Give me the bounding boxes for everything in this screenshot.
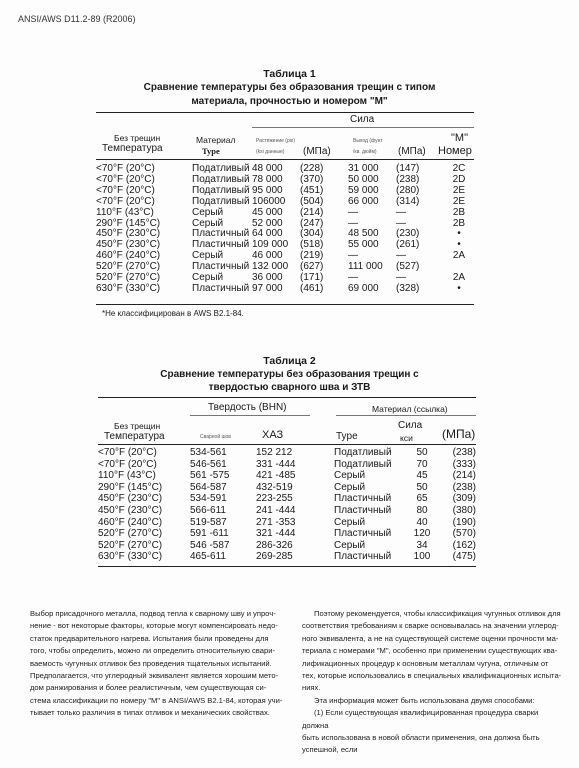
table1-col-temp-line1: Без трещин (114, 133, 161, 143)
table1-cell-yield-mpa: (328) (396, 282, 420, 294)
table2-cell-weld: 465-611 (190, 551, 226, 563)
table1-cell-temp: 460°F (240°C) (96, 250, 161, 262)
table1-cell-m-number: • (457, 239, 461, 251)
table2-cell-ksi: 50 (416, 481, 428, 493)
table1-cell-yield-mpa: — (396, 217, 406, 229)
table1-cell-tensile-mpa: (518) (300, 239, 324, 251)
table2-cell-temp: 290°F (145°C) (98, 481, 163, 493)
table2-cell-ksi: 50 (416, 447, 428, 458)
table1-col-material-line2: Type (202, 146, 220, 156)
table1-col-temp-line2: Температура (102, 143, 163, 154)
table1-col-mpa1: (МПа) (303, 146, 331, 157)
table2-material-rule (336, 415, 476, 416)
table2-cell-haz: 286-326 (256, 539, 293, 551)
table1-row (96, 208, 474, 219)
table2-cell-type: Пластичный (334, 551, 392, 563)
table1-col-yield-unit: /кв. дюйм) (353, 149, 377, 155)
table1-top-rule (96, 112, 474, 113)
table1-col-material-line1: Материал (196, 135, 236, 145)
table1-cell-tensile-mpa: (171) (300, 272, 324, 284)
table2-cell-haz: 331 -444 (256, 458, 296, 470)
table2-hardness-rule (190, 415, 310, 416)
table1-cell-material: Пластичный (192, 261, 250, 273)
table1-footnote: *Не классифицирован в AWS B2.1-84. (102, 309, 244, 318)
table2-group-material: Материал (ссылка) (372, 404, 448, 414)
body-left-line: нение - вот некоторые факторы, которые могут компенсировать недо- (30, 621, 278, 631)
table2-col-strength-line1: Сила (398, 420, 423, 431)
body-right-line: (1) Если существующая квалифицированная процедура сварки должна (302, 708, 539, 730)
table2-cell-mpa: (333) (452, 458, 476, 470)
table1-col-yield: Выход (фунт (353, 138, 383, 144)
table2 (98, 447, 476, 563)
body-left-line: стема классификации по номеру "M" в ANSI/AWS B2.1-84, которая учи- (30, 695, 283, 705)
table2-cell-type: Серый (334, 470, 366, 482)
table1-cell-m-number: 2B (452, 206, 466, 218)
table1-cell-yield: 31 000 (348, 163, 379, 174)
table1 (96, 164, 474, 295)
body-right-line: лификационных процедур к основным металлам чугуна, отличным от (302, 658, 549, 668)
table1-cell-m-number: 2E (452, 195, 466, 207)
table1-cell-temp: <70°F (20°C) (96, 195, 155, 207)
table2-col-weld: Сварной шов (200, 434, 231, 440)
body-left-line: ваемость чугунных отливок без проведения тщательных испытаний. (30, 658, 272, 668)
body-left-column (30, 608, 292, 720)
table2-cell-type: Податливый (334, 458, 392, 470)
table2-col-temp-line2: Температура (104, 431, 165, 442)
table1-cell-tensile-mpa: (451) (300, 184, 324, 196)
table1-cell-temp: <70°F (20°C) (96, 184, 155, 196)
table1-cell-tensile-mpa: (370) (300, 173, 324, 185)
table1-cell-tensile-mpa: (461) (300, 282, 324, 294)
table1-cell-material: Серый (192, 217, 224, 229)
table2-title-line1: Сравнение температуры без образования трещин с (160, 369, 419, 380)
table2-row (98, 528, 476, 540)
table1-col-mpa2: (МПа) (398, 146, 426, 157)
body-left-line: дом ранжирования и более реалистичным, чем существующая си- (30, 683, 267, 693)
table1-cell-material: Пластичный (192, 282, 250, 294)
table2-cell-type: Пластичный (334, 504, 392, 516)
table1-title-line2: материала, прочностью и номером "M" (191, 96, 388, 107)
table1-cell-temp: 630°F (330°C) (96, 282, 161, 294)
table1-cell-temp: 110°F (43°C) (96, 206, 154, 218)
table1-cell-yield: 69 000 (348, 282, 379, 294)
table1-cell-tensile: 64 000 (252, 228, 283, 240)
table2-group-hardness: Твердость (BHN) (208, 402, 287, 413)
table1-cell-m-number: 2E (452, 184, 466, 196)
table1-col-tensile: Растяжение (psi) (256, 138, 296, 144)
table1-cell-temp: 450°F (230°C) (96, 228, 161, 240)
body-right-line: ного эквивалента, а не на существующей системе оценки прочности ма- (302, 633, 559, 643)
table2-row (98, 482, 476, 494)
table1-cell-tensile: 132 000 (252, 261, 289, 273)
table1-cell-tensile-mpa: (219) (300, 250, 324, 262)
table1-cell-material: Податливый (192, 173, 250, 185)
table2-cell-mpa: (190) (452, 516, 476, 528)
table1-bottom-rule (96, 304, 474, 305)
table1-cell-yield-mpa: — (396, 250, 406, 262)
table2-cell-mpa: (475) (452, 551, 476, 563)
table1-cell-yield-mpa: — (396, 206, 406, 218)
table1-label: Таблица 1 (263, 68, 316, 80)
table1-cell-tensile-mpa: (247) (300, 217, 324, 229)
table1-cell-yield: 111 000 (348, 261, 383, 273)
table2-cell-type: Серый (334, 516, 366, 528)
table2-cell-mpa: (162) (452, 539, 476, 551)
table1-cell-m-number: 2B (452, 217, 466, 229)
table2-cell-mpa: (238) (452, 447, 476, 458)
body-left-line: тывает только различия в типах отливок и механических свойствах. (30, 708, 270, 718)
table1-cell-yield-mpa: (147) (396, 163, 420, 174)
table1-cell-m-number: • (457, 228, 461, 240)
table2-cell-temp: 450°F (230°C) (98, 504, 163, 516)
table2-cell-weld: 546 -587 (190, 539, 230, 551)
document-id: ANSI/AWS D11.2-89 (R2006) (18, 14, 136, 24)
table2-cell-type: Податливый (334, 447, 392, 458)
table1-cell-tensile: 46 000 (252, 250, 283, 262)
table1-cell-tensile: 78 000 (252, 173, 283, 185)
table2-cell-weld: 534-561 (190, 447, 227, 458)
table1-cell-tensile: 48 000 (252, 163, 283, 174)
table1-cell-tensile-mpa: (214) (300, 206, 324, 218)
table2-cell-mpa: (214) (452, 470, 476, 482)
table2-cell-haz: 241 -444 (256, 504, 296, 516)
table1-cell-m-number: 2A (452, 272, 466, 284)
table2-cell-ksi: 34 (416, 539, 428, 551)
table2-row (98, 517, 476, 529)
table2-cell-temp: 460°F (240°C) (98, 516, 163, 528)
table1-cell-yield: 48 500 (348, 228, 379, 240)
table2-cell-ksi: 65 (416, 493, 428, 505)
table1-cell-material: Серый (192, 272, 224, 284)
table2-cell-ksi: 120 (413, 528, 431, 540)
table2-cell-temp: 520°F (270°C) (98, 539, 163, 551)
table1-group-header: Сила (350, 114, 375, 125)
table1-cell-temp: 520°F (270°C) (96, 272, 161, 284)
table2-cell-haz: 152 212 (256, 447, 293, 458)
table1-cell-yield-mpa: (527) (396, 261, 420, 273)
table2-cell-temp: 520°F (270°C) (98, 528, 163, 540)
table2-row (98, 551, 476, 563)
table2-col-haz: ХАЗ (262, 429, 284, 441)
table1-col-m-line2: Номер (438, 145, 472, 157)
body-left-line: Выбор присадочного металла, подвод тепла к сварному шву и упроч- (30, 609, 276, 618)
table1-cell-yield: — (348, 272, 358, 284)
table1-cell-tensile: 52 000 (252, 217, 283, 229)
table2-cell-temp: <70°F (20°C) (98, 458, 157, 470)
table2-cell-haz: 223-255 (256, 493, 293, 505)
table2-row (98, 459, 476, 471)
table2-cell-ksi: 40 (416, 516, 428, 528)
table1-cell-temp: <70°F (20°C) (96, 163, 155, 174)
table2-row (98, 540, 476, 552)
table1-cell-yield-mpa: (261) (396, 239, 420, 251)
table1-cell-yield-mpa: (314) (396, 195, 420, 207)
table2-cell-haz: 269-285 (256, 551, 293, 563)
table2-header-rule (98, 444, 476, 445)
table1-cell-yield: 66 000 (348, 195, 379, 207)
table1-cell-m-number: 2A (452, 250, 466, 262)
table2-cell-ksi: 45 (416, 470, 428, 482)
table2-col-mpa: (МПа) (442, 427, 476, 441)
table2-cell-haz: 271 -353 (256, 516, 296, 528)
table1-cell-material: Податливый (192, 195, 250, 207)
table2-cell-weld: 564-587 (190, 481, 227, 493)
table2-cell-weld: 561 -575 (190, 470, 230, 482)
table2-col-strength-line2: кси (400, 433, 413, 443)
table2-bottom-rule (98, 566, 476, 567)
table2-label: Таблица 2 (263, 355, 316, 367)
table1-cell-tensile: 95 000 (252, 184, 283, 196)
body-right-line: ниях. (302, 683, 321, 693)
table2-cell-weld: 546-561 (190, 458, 227, 470)
table1-cell-temp: <70°F (20°C) (96, 173, 155, 185)
table1-cell-tensile-mpa: (304) (300, 228, 324, 240)
table2-cell-type: Пластичный (334, 493, 392, 505)
table2-cell-temp: 110°F (43°C) (98, 470, 156, 482)
body-left-line: Предполагается, что углеродный эквивалент является хорошим мето- (30, 671, 279, 681)
table1-cell-temp: 290°F (145°C) (96, 217, 161, 229)
body-right-line: териала с номерами "M", особенно при применении существующих ква- (302, 646, 558, 656)
table1-cell-yield: 59 000 (348, 184, 379, 196)
table2-row (98, 470, 476, 482)
table1-cell-tensile-mpa: (228) (300, 163, 324, 174)
table2-row (98, 505, 476, 517)
table1-cell-yield-mpa: (230) (396, 228, 420, 240)
table1-cell-temp: 520°F (270°C) (96, 261, 161, 273)
body-right-line: тех, которые использовались в специальных квалификационных испыта- (302, 671, 562, 681)
table1-cell-tensile: 109 000 (252, 239, 289, 251)
table2-col-type: Type (336, 431, 358, 442)
table1-cell-material: Податливый (192, 184, 250, 196)
table2-cell-haz: 321 -444 (256, 528, 296, 540)
table2-cell-ksi: 80 (416, 504, 428, 516)
table2-cell-weld: 519-587 (190, 516, 227, 528)
table2-cell-temp: 450°F (230°C) (98, 493, 163, 505)
table1-cell-yield-mpa: — (396, 272, 406, 284)
table1-cell-yield-mpa: (238) (396, 173, 420, 185)
table1-col-tensile-unit: (ksi данные) (256, 149, 285, 155)
table1-cell-tensile-mpa: (627) (300, 261, 324, 273)
table1-cell-material: Податливый (192, 163, 250, 174)
table2-cell-haz: 432-519 (256, 481, 293, 493)
table1-cell-yield: — (348, 217, 358, 229)
table1-col-m-line1: "M" (451, 132, 468, 144)
table1-cell-m-number: 2C (452, 163, 466, 174)
body-right-line: Эта информация может быть использована двумя способами: (314, 695, 535, 705)
table2-cell-mpa: (309) (452, 493, 476, 505)
table1-cell-m-number: 2D (452, 173, 466, 185)
body-right-column (302, 608, 564, 757)
table1-cell-tensile-mpa: (504) (300, 195, 324, 207)
table2-cell-weld: 591 -611 (190, 528, 229, 540)
table2-cell-ksi: 70 (416, 458, 428, 470)
table1-header-rule (96, 159, 474, 160)
body-left-line: того, чтобы определить, можно ли определить относительную свари- (30, 646, 275, 656)
table1-group-rule (252, 127, 474, 128)
table1-cell-yield-mpa: (280) (396, 184, 420, 196)
table2-cell-haz: 421 -485 (256, 470, 296, 482)
table1-cell-material: Серый (192, 250, 224, 262)
table2-top-rule (98, 397, 476, 398)
table1-title-line1: Сравнение температуры без образования трещин с типом (143, 82, 436, 93)
table1-cell-tensile: 97 000 (252, 282, 283, 294)
table1-cell-tensile: 45 000 (252, 206, 283, 218)
table2-cell-type: Серый (334, 481, 366, 493)
table2-cell-mpa: (570) (452, 528, 476, 540)
table1-cell-yield: — (348, 206, 358, 218)
table2-cell-temp: 630°F (330°C) (98, 551, 163, 563)
table2-cell-weld: 566-611 (190, 504, 226, 516)
table2-col-temp-line1: Без трещин (114, 421, 161, 431)
table2-row (98, 447, 476, 459)
table2-cell-ksi: 100 (413, 551, 431, 563)
table2-cell-type: Серый (334, 539, 366, 551)
table2-cell-mpa: (380) (452, 504, 476, 516)
table1-cell-yield: 55 000 (348, 239, 379, 251)
table1-cell-temp: 450°F (230°C) (96, 239, 161, 251)
table2-title-line2: твердостью сварного шва и ЗТВ (208, 382, 371, 393)
table2-cell-temp: <70°F (20°C) (98, 447, 157, 458)
table1-cell-material: Пластичный (192, 228, 250, 240)
body-right-line: соответствия требованиям к сварке основывалась на значении углерод- (302, 621, 559, 631)
table2-cell-weld: 534-591 (190, 493, 227, 505)
table1-row (96, 284, 474, 295)
table2-cell-mpa: (238) (452, 481, 476, 493)
table1-cell-material: Пластичный (192, 239, 250, 251)
body-right-line: быть использована в новой области применения, она должна быть успешной, если (302, 733, 540, 755)
table1-cell-m-number: • (457, 282, 461, 294)
table1-row (96, 197, 474, 208)
table1-cell-tensile: 36 000 (252, 272, 283, 284)
table2-cell-type: Пластичный (334, 528, 392, 540)
table2-row (98, 493, 476, 505)
body-left-line: статок предварительного нагрева. Испытания были проведены для (30, 633, 269, 643)
table1-cell-material: Серый (192, 206, 224, 218)
table1-cell-yield: 50 000 (348, 173, 379, 185)
table1-cell-tensile: 106000 (252, 195, 286, 207)
table1-cell-yield: — (348, 250, 358, 262)
body-right-line: Поэтому рекомендуется, чтобы классификация чугунных отливок для (314, 609, 561, 618)
